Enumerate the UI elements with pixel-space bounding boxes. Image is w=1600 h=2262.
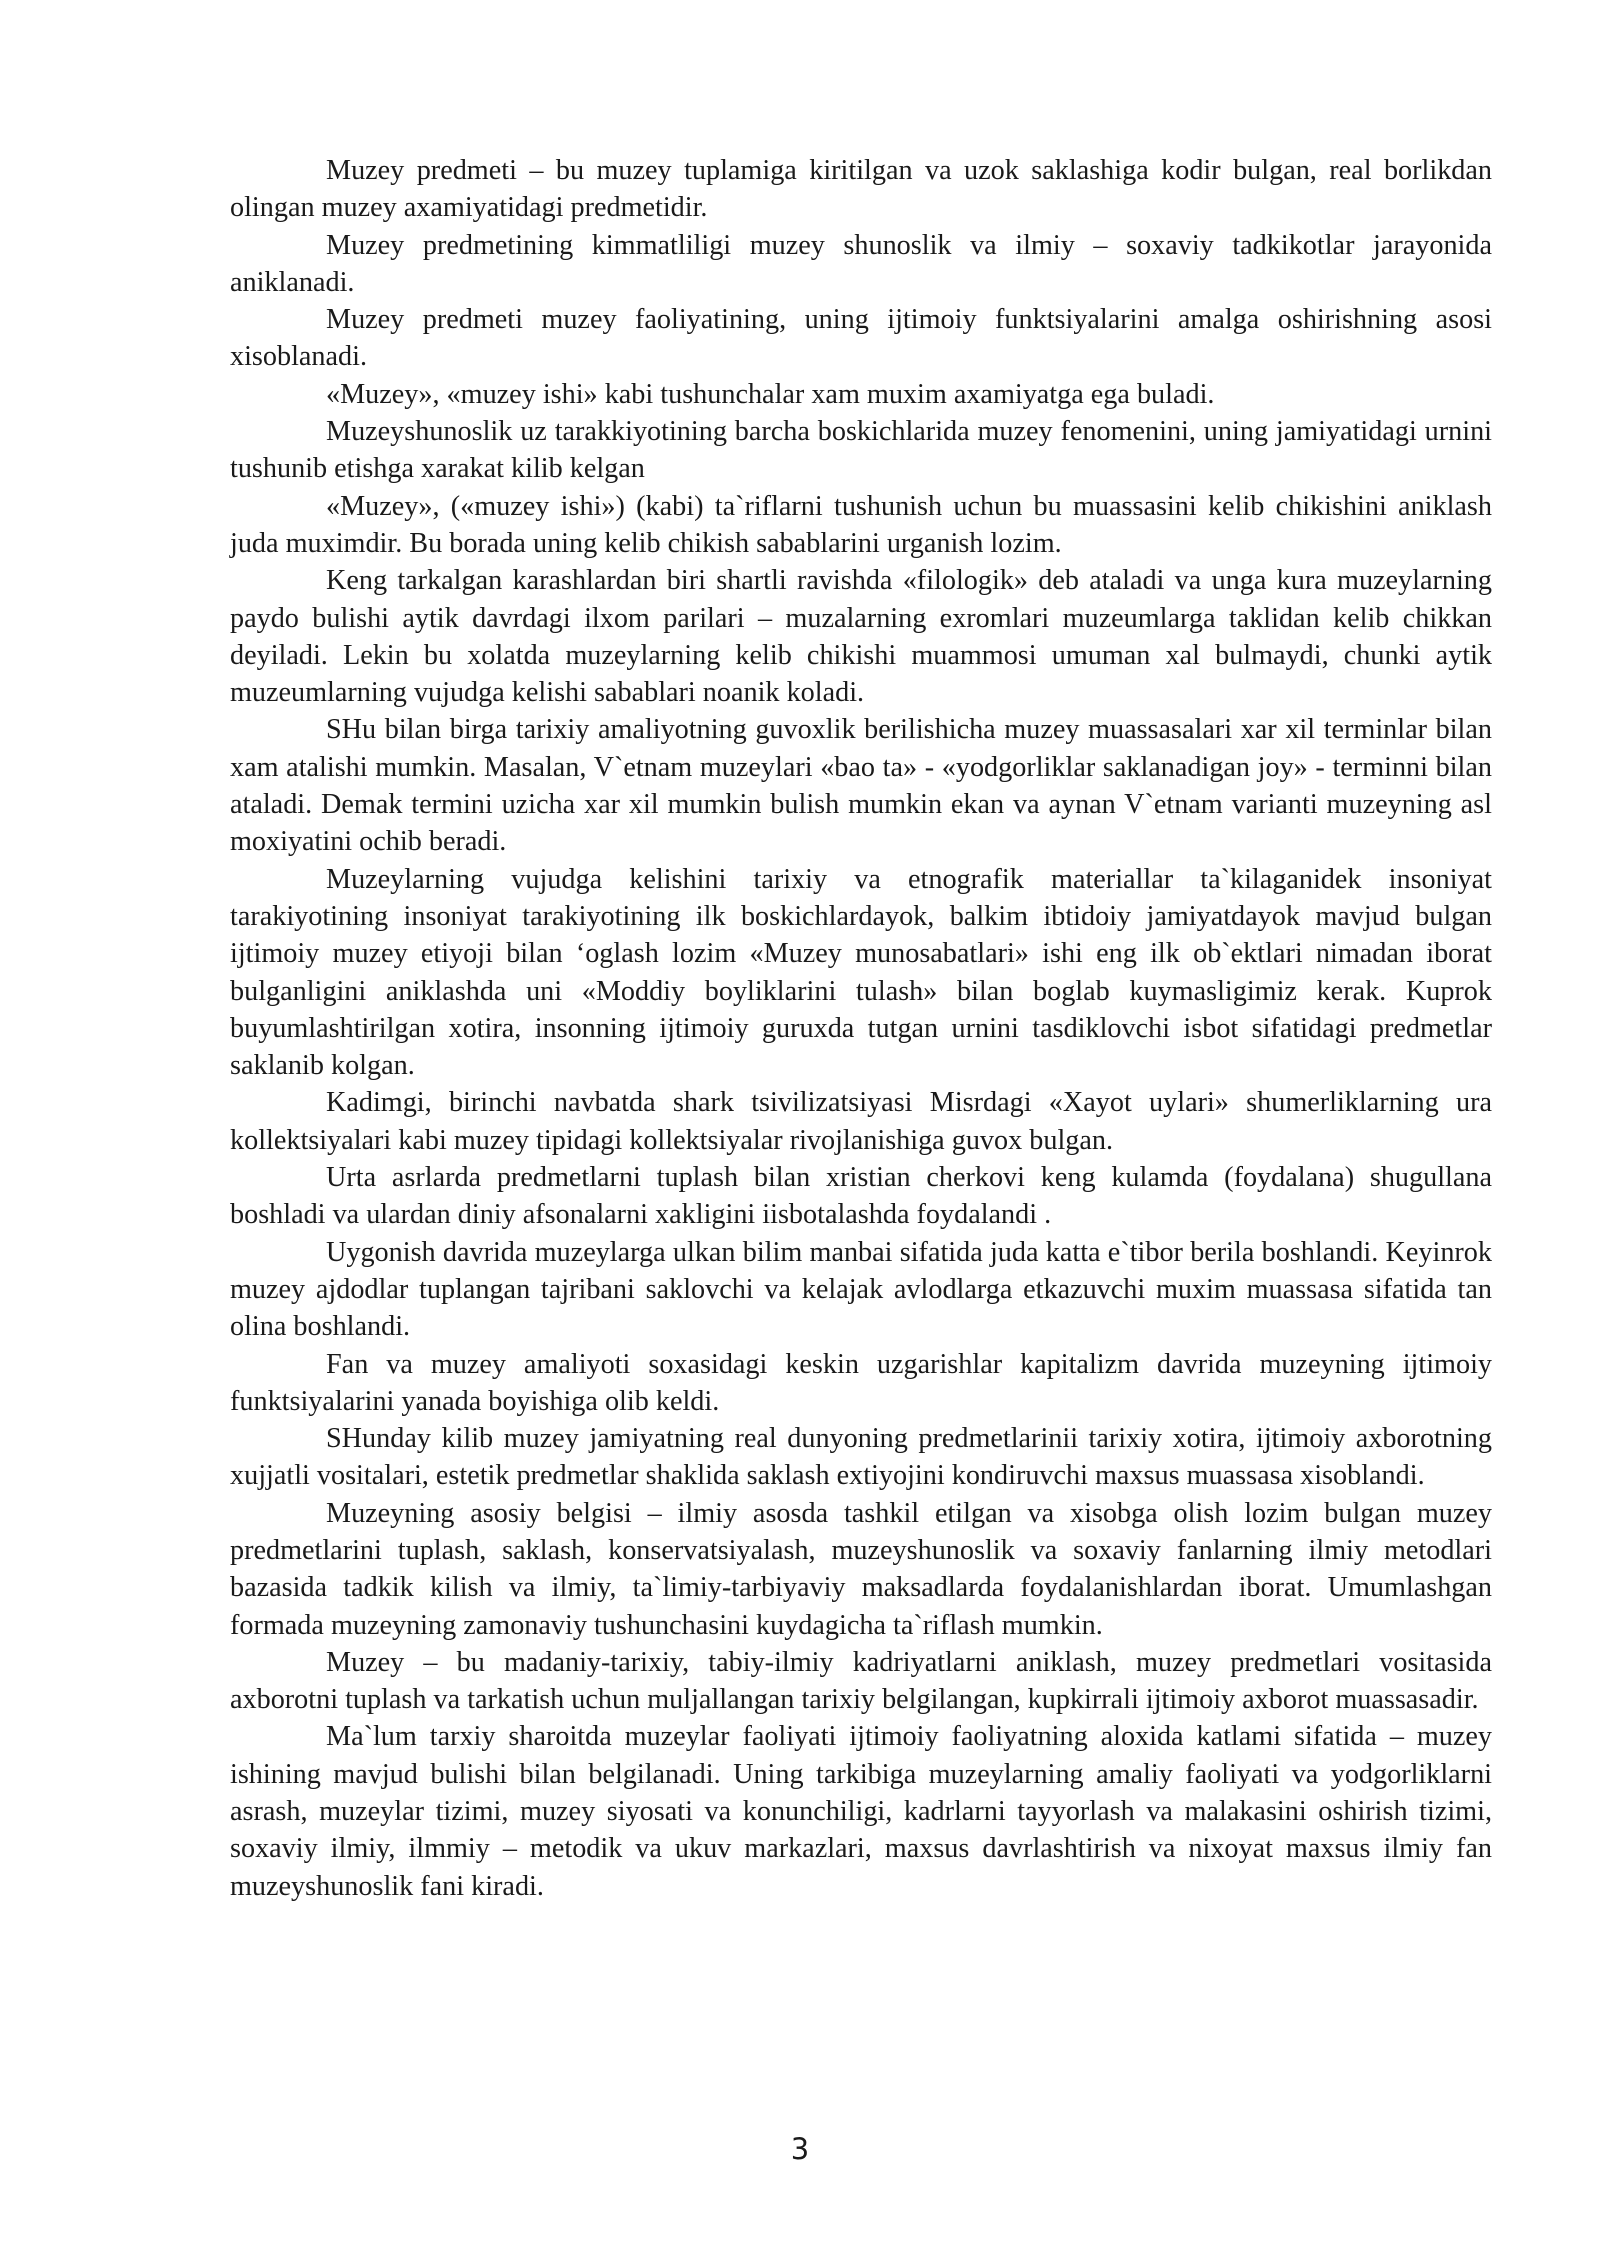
paragraph: Fan va muzey amaliyoti soxasidagi keskin uzgarishlar kapitalizm davrida muzeyning ijtimoiy funktsiyalarini yanada boyishiga olib keldi. bbox=[230, 1348, 1492, 1417]
paragraph: «Muzey», («muzey ishi») (kabi) ta`riflarni tushunish uchun bu muassasini kelib chikishini aniklash juda muximdir. Bu borada uning kelib chikish sabablarini urganish lozim. bbox=[230, 490, 1492, 559]
paragraph: Ma`lum tarxiy sharoitda muzeylar faoliyati ijtimoiy faoliyatning aloxida katlami sifatida – muzey ishining mavjud bulishi bilan belgilanadi. Uning tarkibiga muzeylarning amaliy faoliyati va yodgorliklarni asrash, muzeylar tizimi, muzey siyosati va konunchiligi, kadrlarni tayyorlash va malakasini oshirish tizimi, soxaviy ilmiy, ilmmiy – metodik va ukuv markazlari, maxsus davrlashtirish va nixoyat maxsus ilmiy fan muzeyshunoslik fani kiradi. bbox=[230, 1721, 1492, 1902]
paragraph: Urta asrlarda predmetlarni tuplash bilan xristian cherkovi keng kulamda (foydalana) shugullana boshladi va ulardan diniy afsonalarni xakligini iisbotalashda foydalandi . bbox=[230, 1162, 1492, 1231]
paragraph: Muzey predmeti muzey faoliyatining, uning ijtimoiy funktsiyalarini amalga oshirishning asosi xisoblanadi. bbox=[230, 304, 1492, 373]
paragraph: Kadimgi, birinchi navbatda shark tsivilizatsiyasi Misrdagi «Xayot uylari» shumerliklarning ura kollektsiyalari kabi muzey tipidagi kollektsiyalar rivojlanishiga guvox bulgan. bbox=[230, 1087, 1492, 1156]
paragraph: Muzey predmetining kimmatliligi muzey shunoslik va ilmiy – soxaviy tadkikotlar jarayonida aniklanadi. bbox=[230, 229, 1492, 298]
body-text bbox=[230, 152, 1492, 1905]
paragraph: Muzey – bu madaniy-tarixiy, tabiy-ilmiy kadriyatlarni aniklash, muzey predmetlari vositasida axborotni tuplash va tarkatish uchun muljallangan tarixiy belgilangan, kupkirrali ijtimoiy axborot muassasadir. bbox=[230, 1646, 1492, 1716]
paragraph: Muzeyning asosiy belgisi – ilmiy asosda tashkil etilgan va xisobga olish lozim bulgan muzey predmetlarini tuplash, saklash, konservatsiyalash, muzeyshunoslik va soxaviy fanlarning ilmiy metodlari bazasida tadkik kilish va ilmiy, ta`limiy-tarbiyaviy maksadlarda foydalanishlardan iborat. Umumlashgan formada muzeyning zamonaviy tushunchasini kuydagicha ta`riflash mumkin. bbox=[230, 1497, 1492, 1641]
paragraph: Uygonish davrida muzeylarga ulkan bilim manbai sifatida juda katta e`tibor berila boshlandi. Keyinrok muzey ajdodlar tuplangan tajribani saklovchi va kelajak avlodlarga etkazuvchi muxim muassasa sifatida tan olina boshlandi. bbox=[230, 1236, 1492, 1343]
paragraph: «Muzey», «muzey ishi» kabi tushunchalar xam muxim axamiyatga ega buladi. bbox=[326, 378, 1215, 410]
paragraph: Keng tarkalgan karashlardan biri shartli ravishda «filologik» deb ataladi va unga kura muzeylarning paydo bulishi aytik davrdagi ilxom parilari – muzalarning exromlari muzeumlarga taklidan kelib chikkan deyiladi. Lekin bu xolatda muzeylarning kelib chikishi muammosi umuman xal bulmaydi, chunki aytik muzeumlarning vujudga kelishi sabablari noanik koladi. bbox=[230, 565, 1492, 709]
paragraph: Muzeylarning vujudga kelishini tarixiy va etnografik materiallar ta`kilaganidek insoniyat tarakiyotining insoniyat tarakiyotining ilk boskichlardayok, balkim ibtidoiy jamiyatdayok mavjud bulgan ijtimoiy muzey etiyoji bilan ‘oglash lozim «Muzey munosabatlari» ishi eng ilk ob`ektlari nimadan iborat bulganligini aniklashda uni «Moddiy boyliklarini tulash» bilan boglab kuymasligimiz kerak. Kuprok buyumlashtirilgan xotira, insonning ijtimoiy guruxda tutgan urnini tasdiklovchi isbot sifatidagi predmetlar saklanib kolgan. bbox=[230, 863, 1492, 1082]
paragraph: SHu bilan birga tarixiy amaliyotning guvoxlik berilishicha muzey muassasalari xar xil terminlar bilan xam atalishi mumkin. Masalan, V`etnam muzeylari «bao ta» - «yodgorliklar saklanadigan joy» - terminni bilan ataladi. Demak termini uzicha xar xil mumkin bulish mumkin ekan va aynan V`etnam varianti muzeyning asl moxiyatini ochib beradi. bbox=[230, 714, 1492, 858]
paragraph: Muzey predmeti – bu muzey tuplamiga kiritilgan va uzok saklashiga kodir bulgan, real borlikdan olingan muzey axamiyatidagi predmetidir. bbox=[230, 155, 1492, 224]
page-number: 3 bbox=[790, 2132, 810, 2166]
paragraph: Muzeyshunoslik uz tarakkiyotining barcha boskichlarida muzey fenomenini, uning jamiyatidagi urnini tushunib etishga xarakat kilib kelgan bbox=[230, 416, 1492, 485]
paragraph: SHunday kilib muzey jamiyatning real dunyoning predmetlarinii tarixiy xotira, ijtimoiy axborotning xujjatli vositalari, estetik predmetlar shaklida saklash extiyojini kondiruvchi maxsus muassasa xisoblandi. bbox=[230, 1423, 1492, 1492]
